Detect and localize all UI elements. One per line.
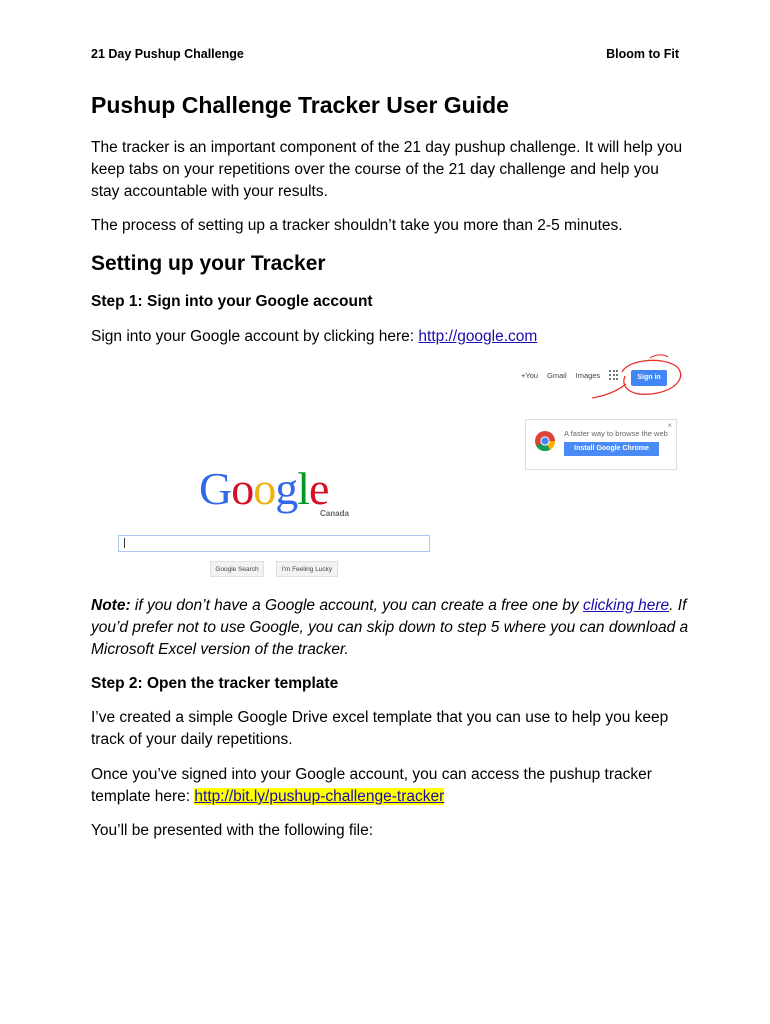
create-account-link[interactable]: clicking here <box>583 597 670 614</box>
feeling-lucky-button[interactable]: I'm Feeling Lucky <box>276 561 338 577</box>
step1-heading: Step 1: Sign into your Google account <box>91 293 373 310</box>
install-chrome-button[interactable]: Install Google Chrome <box>564 442 659 456</box>
google-search-button[interactable]: Google Search <box>210 561 264 577</box>
step2-file-text: You’ll be presented with the following file: <box>91 822 374 839</box>
step2-heading: Step 2: Open the tracker template <box>91 675 339 692</box>
google-sign-in-button[interactable]: Sign in <box>631 370 667 386</box>
text-cursor <box>124 538 125 548</box>
note-paragraph: Note: if you don’t have a Google account, you can create a free one by clicking here. If you’d prefer not to use Google, you can skip down to step 5 where you can download a Microsoft Excel version of the tracker. <box>91 597 689 658</box>
tracker-link[interactable]: http://bit.ly/pushup-challenge-tracker <box>194 788 445 805</box>
header-right: Bloom to Fit <box>606 47 679 61</box>
setup-time-paragraph: The process of setting up a tracker shouldn’t take you more than 2-5 minutes. <box>91 217 623 234</box>
header-left: 21 Day Pushup Challenge <box>91 47 244 61</box>
promo-text: A faster way to browse the web <box>564 429 668 438</box>
close-icon[interactable]: × <box>667 421 672 430</box>
google-logo: Google <box>199 463 329 514</box>
section-heading: Setting up your Tracker <box>91 252 326 275</box>
chrome-icon <box>534 430 556 452</box>
google-logo-region: Canada <box>320 509 349 518</box>
images-link[interactable]: Images <box>575 370 601 380</box>
gmail-link[interactable]: Gmail <box>547 370 567 380</box>
chrome-promo-box <box>525 419 677 470</box>
plus-you-link[interactable]: +You <box>521 370 539 380</box>
google-link[interactable]: http://google.com <box>418 328 538 345</box>
step1-text-body: Sign into your Google account by clicking here: <box>91 328 419 345</box>
google-search-input[interactable] <box>118 535 430 552</box>
intro-paragraph: The tracker is an important component of the 21 day pushup challenge. It will help you keep tabs on your repetitions over the course of the 21 day challenge and help you stay accountable with your results. <box>91 139 683 200</box>
step2-access-text: Once you’ve signed into your Google account, you can access the pushup tracker template here: http://bit.ly/pushup-challenge-tracker <box>91 766 652 805</box>
page-title: Pushup Challenge Tracker User Guide <box>91 92 509 118</box>
step2-text: I’ve created a simple Google Drive excel template that you can use to help you keep track of your daily repetitions. <box>91 709 669 748</box>
note-label: Note: <box>91 597 131 614</box>
